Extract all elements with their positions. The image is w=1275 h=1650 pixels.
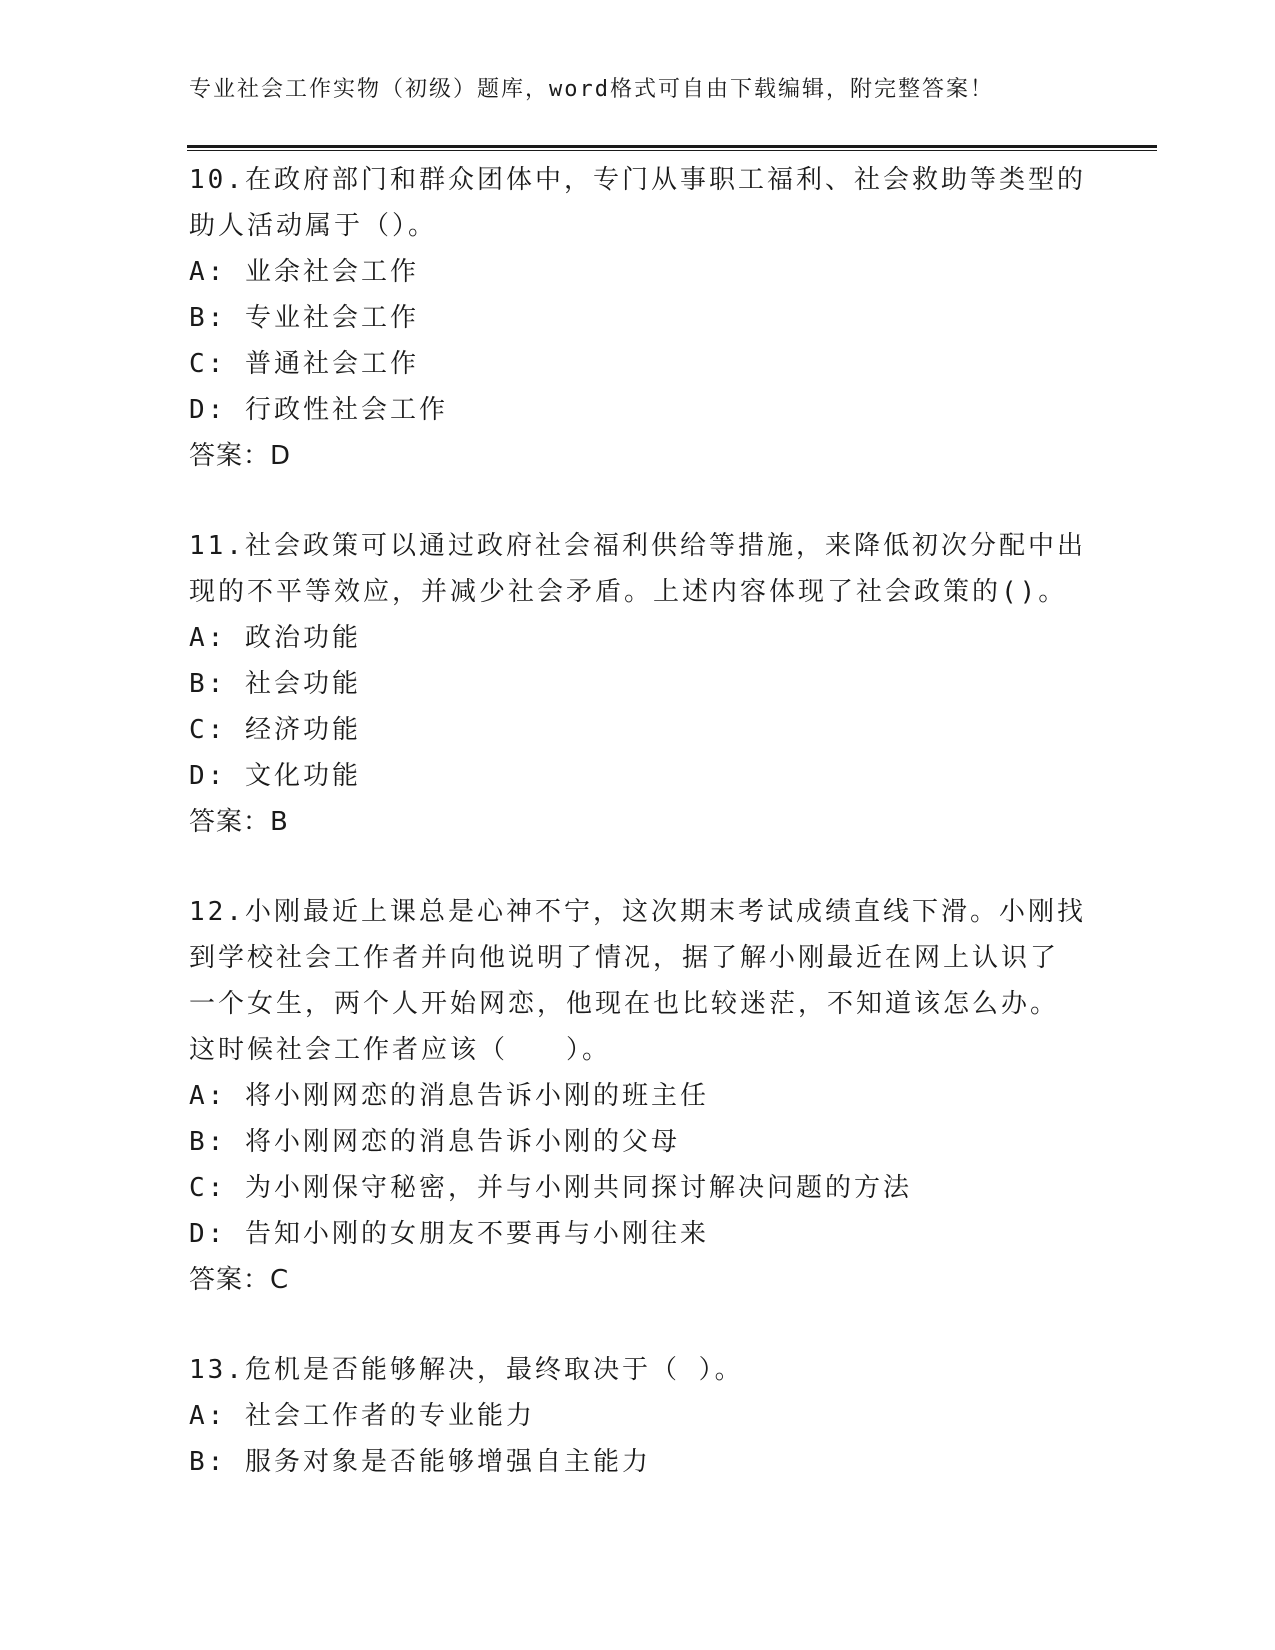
question-text-line: 现的不平等效应，并减少社会矛盾。上述内容体现了社会政策的()。 (189, 577, 1068, 607)
option-c: C: 为小刚保守秘密，并与小刚共同探讨解决问题的方法 (189, 1173, 912, 1203)
option-b: B: 专业社会工作 (189, 303, 419, 333)
option-b: B: 服务对象是否能够增强自主能力 (189, 1447, 651, 1477)
question-text-line: 11.社会政策可以通过政府社会福利供给等措施，来降低初次分配中出 (189, 531, 1086, 561)
page-header: 专业社会工作实物（初级）题库，word格式可自由下载编辑，附完整答案！ (189, 77, 994, 102)
question-text-line: 12.小刚最近上课总是心神不宁，这次期末考试成绩直线下滑。小刚找 (189, 897, 1086, 927)
option-d: D: 告知小刚的女朋友不要再与小刚往来 (189, 1219, 709, 1249)
option-a: A: 将小刚网恋的消息告诉小刚的班主任 (189, 1081, 709, 1111)
question-text-line: 这时候社会工作者应该（ ）。 (189, 1035, 612, 1065)
question-12 (189, 889, 1089, 1303)
header-rule-thick (187, 145, 1157, 148)
option-d: D: 行政性社会工作 (189, 395, 448, 425)
question-text-line: 助人活动属于（）。 (189, 211, 438, 241)
option-a: A: 政治功能 (189, 623, 361, 653)
option-a: A: 社会工作者的专业能力 (189, 1401, 535, 1431)
answer-line: 答案：B (189, 807, 289, 837)
option-a: A: 业余社会工作 (189, 257, 419, 287)
option-c: C: 普通社会工作 (189, 349, 419, 379)
question-list (189, 157, 1089, 1485)
question-11 (189, 523, 1089, 845)
question-10 (189, 157, 1089, 479)
question-13 (189, 1347, 1089, 1485)
header-rule-thin (187, 150, 1157, 151)
option-d: D: 文化功能 (189, 761, 361, 791)
option-b: B: 将小刚网恋的消息告诉小刚的父母 (189, 1127, 680, 1157)
option-c: C: 经济功能 (189, 715, 361, 745)
question-text-line: 到学校社会工作者并向他说明了情况，据了解小刚最近在网上认识了 (189, 943, 1060, 973)
answer-line: 答案：C (189, 1265, 290, 1295)
question-text-line: 一个女生，两个人开始网恋，他现在也比较迷茫，不知道该怎么办。 (189, 989, 1060, 1019)
question-text-line: 10.在政府部门和群众团体中，专门从事职工福利、社会救助等类型的 (189, 165, 1086, 195)
option-b: B: 社会功能 (189, 669, 361, 699)
answer-line: 答案：D (189, 441, 292, 471)
question-text-line: 13.危机是否能够解决，最终取决于（ ）。 (189, 1355, 744, 1385)
